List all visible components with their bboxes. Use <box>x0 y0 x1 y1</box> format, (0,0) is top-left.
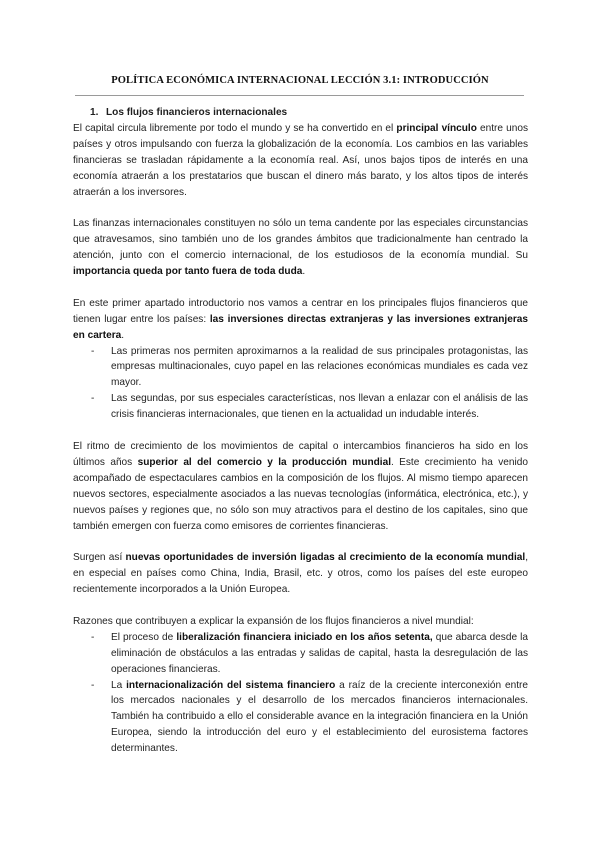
list-item-text-c: a raíz de la creciente interconexión entre los mercados nacionales y el desarrollo de los mercados financieros internacionales. También ha contribuido a ello el considerable avance en la integración financiera en la Unión Europea, siendo la introducción del euro y el establecimiento del eurosistema factores determinantes. <box>111 679 528 755</box>
list-item-text-a: El proceso de <box>111 631 177 643</box>
paragraph-4-bold: superior al del comercio y la producción mundial <box>137 456 391 468</box>
list-item-text: Las segundas, por sus especiales características, nos llevan a enlazar con el análisis de las crisis financieras internacionales, que tienen en la actualidad un indudable interés. <box>111 393 528 421</box>
title-divider <box>75 95 524 96</box>
list-item <box>73 678 528 758</box>
list-item-text: Las primeras nos permiten aproximarnos a la realidad de sus principales protagonistas, las empresas multinacionales, cuyo papel en las relaciones económicas mundiales es cada vez mayor. <box>111 345 528 389</box>
list-item-bold: internacionalización del sistema financiero <box>126 679 336 691</box>
paragraph-4-text-c: . Este crecimiento ha venido acompañado de espectaculares cambios en la composición de los flujos. Al mismo tiempo aparecen nuevos sectores, especialmente asociados a las nuevas tecnologías (informática, electrónica, etc.), y nuevos países y regiones que, no sólo son muy atractivos para el destino de los capitales, sino que también emergen con fuerza como emisores de corrientes financieras. <box>73 456 528 532</box>
list-item-text-a: La <box>111 679 127 691</box>
list-dash: - <box>91 679 95 691</box>
reasons-list <box>73 630 528 757</box>
list-item <box>73 630 528 678</box>
paragraph-3-text-c: . <box>121 329 125 341</box>
paragraph-3-bold: las inversiones directas extranjeras y las inversiones extranjeras en cartera <box>73 313 528 341</box>
paragraph-2-bold: importancia queda por tanto fuera de toda duda <box>73 266 303 278</box>
paragraph-2-text-c: . <box>302 266 306 278</box>
investment-types-list <box>73 344 528 424</box>
section-title: Los flujos financieros internacionales <box>106 107 288 118</box>
paragraph-4 <box>73 439 528 534</box>
list-item-text-c: que abarca desde la eliminación de obstáculos a las entradas y salidas de capital, hasta la desregulación de las operaciones financieras. <box>111 631 529 675</box>
paragraph-5 <box>73 550 528 598</box>
list-dash: - <box>91 393 95 405</box>
list-dash: - <box>91 631 95 643</box>
paragraph-1 <box>73 121 528 201</box>
paragraph-1-bold: principal vínculo <box>396 122 477 134</box>
paragraph-4-text-a: El ritmo de crecimiento de los movimientos de capital o intercambios financieros ha sido en los últimos años <box>73 440 528 468</box>
document-body <box>73 105 528 773</box>
paragraph-1-text-c: entre unos países y otros impulsando con fuerza la globalización de la economía. Los cambios en las variables financieras se trasladan rápidamente a la economía real. Así, unos bajos tipos de interés en una economía atraerán a los prestatarios que buscan el dinero más barato, y los altos tipos de interés atraerán a los inversores. <box>73 122 529 198</box>
paragraph-3-text-a: En este primer apartado introductorio nos vamos a centrar en los principales flujos financieros que tienen lugar entre los países: <box>73 297 528 325</box>
paragraph-1-text-a: El capital circula libremente por todo el mundo y se ha convertido en el <box>73 122 397 134</box>
paragraph-2-text-a: Las finanzas internacionales constituyen no sólo un tema candente por las especiales circunstancias que atravesamos, sino también uno de los grandes ámbitos que tradicionalmente han centrado la atención, junto con el comercio internacional, de los estudiosos de la economía mundial. Su <box>73 218 528 262</box>
section-number: 1. <box>90 107 99 118</box>
paragraph-2 <box>73 216 528 280</box>
paragraph-5-text-c: , en especial en países como China, India, Brasil, etc. y otros, como los países del este europeo recientemente incorporados a la Unión Europea. <box>73 552 528 596</box>
paragraph-5-bold: nuevas oportunidades de inversión ligadas al crecimiento de la economía mundial <box>125 552 526 564</box>
list-dash: - <box>91 345 95 357</box>
paragraph-3 <box>73 296 528 344</box>
paragraph-5-text-a: Surgen así <box>73 552 126 564</box>
list-item <box>73 391 528 423</box>
page-title: POLÍTICA ECONÓMICA INTERNACIONAL LECCIÓN 3.1: INTRODUCCIÓN <box>111 75 489 86</box>
paragraph-6: Razones que contribuyen a explicar la expansión de los flujos financieros a nivel mundial: <box>73 615 474 627</box>
list-item <box>73 344 528 392</box>
section-heading <box>90 105 528 121</box>
list-item-bold: liberalización financiera iniciado en los años setenta, <box>176 631 433 643</box>
